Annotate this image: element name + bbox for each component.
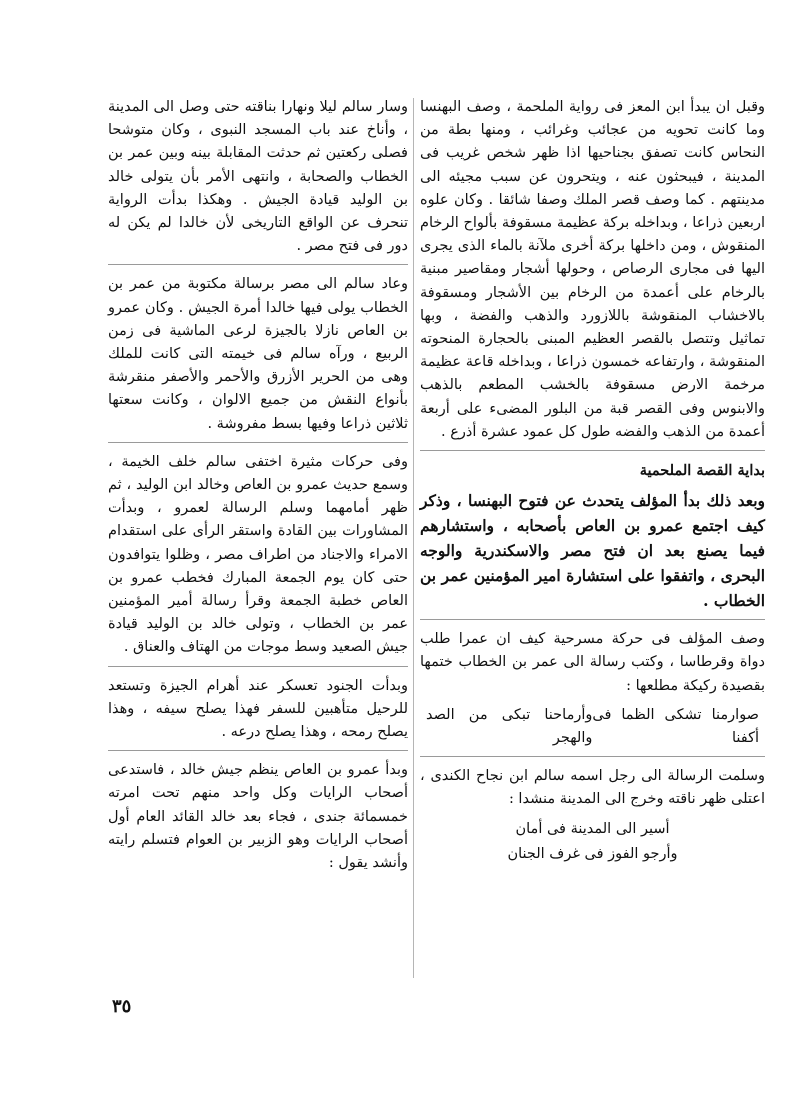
section-rule <box>420 619 765 620</box>
verse-line: أسير الى المدينة فى أمان <box>515 820 670 837</box>
verse-hemistich: صوارمنا تشكى الظما فى أكفنا <box>592 706 759 747</box>
column-divider <box>413 98 414 978</box>
left-column <box>108 96 408 881</box>
section-rule <box>420 756 765 757</box>
section-rule <box>108 442 408 443</box>
verse-line: وأرجو الفوز فى غرف الجنان <box>507 845 678 862</box>
paragraph-army-organization: وبدأ عمرو بن العاص ينظم جيش خالد ، فاستدعى أصحاب الرايات وكل واحد منهم تحت امرته خمسمائة جندى ، فجاء بعد خالد القائد العام أول أصحاب الرايات وهو الزبير بن العوام فتسلم رايته وأنشد يقول : <box>108 762 408 872</box>
paragraph-salem-return: وعاد سالم الى مصر برسالة مكتوبة من عمر بن الخطاب يولى فيها خالدا أمرة الجيش . وكان عمرو بن العاص نازلا بالجيزة لرعى الماشية فى زمن الربيع ، ورآه سالم فى خيمته التى كانت للملك وهى من الحرير الأزرق والأحمر والأصفر منقرشة بأنواع النقش من جميع الالوان ، وكانت سعتها ثلاثين ذراعا وفيها بسط مفروشة . <box>108 276 408 432</box>
paragraph-friday-sermon: وفى حركات مثيرة اختفى سالم خلف الخيمة ، وسمع حديث عمرو بن العاص وخالد ابن الوليد ، ثم ظهر أمامهما وسلم الرسالة لعمرو ، وبدأت المشاورات بين القادة واستقر الرأى على استقدام الامراء والاجناد من اطراف مصر ، وظلوا يتوافدون حتى كان يوم الجمعة المبارك فخطب عمرو بن العاص خطبة الجمعة وقرأ رسالة أمير المؤمنين عمر بن الخطاب ، وتولى خالد بن الوليد قيادة جيش الصعيد وسط موجات من الهتاف والعناق . <box>108 453 408 656</box>
section-rule <box>420 450 765 451</box>
page-number: ٣٥ <box>112 996 132 1017</box>
section-rule <box>108 264 408 265</box>
paragraph-salem-journey: وسار سالم ليلا ونهارا بناقته حتى وصل الى المدينة ، وأناخ عند باب المسجد النبوى ، وكان متوشحا فصلى ركعتين ثم حدثت المقابلة بينه وبين عمر بن الخطاب والصحابة ، وانتهى الأمر بأن يتولى خالد بن الوليد قيادة الجيش . وهكذا بدأت الرواية تنحرف عن الواقع التاريخى لأن خالدا لم يكن له دور فى فتح مصر . <box>108 99 408 255</box>
paragraph-letter-description: وصف المؤلف فى حركة مسرحية كيف ان عمرا طلب دواة وقرطاسا ، وكتب رسالة الى عمر بن الخطاب ختمها بقصيدة ركيكة مطلعها : <box>420 631 765 694</box>
paragraph-bahnasa-description: وقبل ان يبدأ ابن المعز فى رواية الملحمة ، وصف البهنسا وما كانت تحويه من عجائب وغرائب ، ومنها بطة من النحاس كانت تصفق بجناحيها اذا ظهر شخص غريب فى المدينة ، فيبحثون عنه ، ويتحرون عن سبب مجيئه الى مدينتهم . كما وصف قصر الملك وصفا شائقا . وكان علوه اربعين ذراعا ، وبداخله بركة عظيمة مسقوفة بألواح الرخام المنقوش ، ومن داخلها بركة أخرى ملآنة بالماء الذى يجرى اليها فى مجارى الرصاص ، وحولها أشجار ومقاصير مبنية بالرخام على أعمدة من الرخام بين الأشجار ومسقوفة بالاخشاب المنقوشة باللازورد والذهب والفضة ، وبها تماثيل وتتصل بالقصر العظيم المبنى بالحجارة المنحوته المنقوشة ، وارتفاعه خمسون ذراعا ، وبداخله قاعة عظيمة مرخمة الارض مسقوفة بالخشب المطعم بالذهب والابنوس وفى القصر قبة من البلور المضىء على أربعة أعمدة من الذهب والفضه طول كل عمود عشرة أذرع . <box>420 99 765 440</box>
verse-hemistich: وأرماحنا تبكى من الصد والهجر <box>426 706 593 747</box>
section-heading: بداية القصة الملحمية <box>639 462 765 480</box>
section-rule <box>108 750 408 751</box>
section-rule <box>108 666 408 667</box>
paragraph-troops-prepare: وبدأت الجنود تعسكر عند أهرام الجيزة وتستعد للرحيل متأهبين للسفر فهذا يصلح سيفه ، وهذا يصلح رمحه ، وهذا يصلح درعه . <box>108 677 408 741</box>
verse-couplet-1 <box>426 704 759 750</box>
paragraph-messenger: وسلمت الرسالة الى رجل اسمه سالم ابن نجاح الكندى ، اعتلى ظهر ناقته وخرج الى المدينة منشدا : <box>420 768 765 808</box>
paragraph-conquest-intro: وبعد ذلك بدأ المؤلف يتحدث عن فتوح البهنسا ، وذكر كيف اجتمع عمرو بن العاص بأصحابه ، واستشارهم فيما يصنع بعد ان فتح مصر والاسكندرية والوجه البحرى ، واتفقوا على استشارة امير المؤمنين عمر بن الخطاب . <box>420 491 765 611</box>
right-column <box>420 96 765 868</box>
